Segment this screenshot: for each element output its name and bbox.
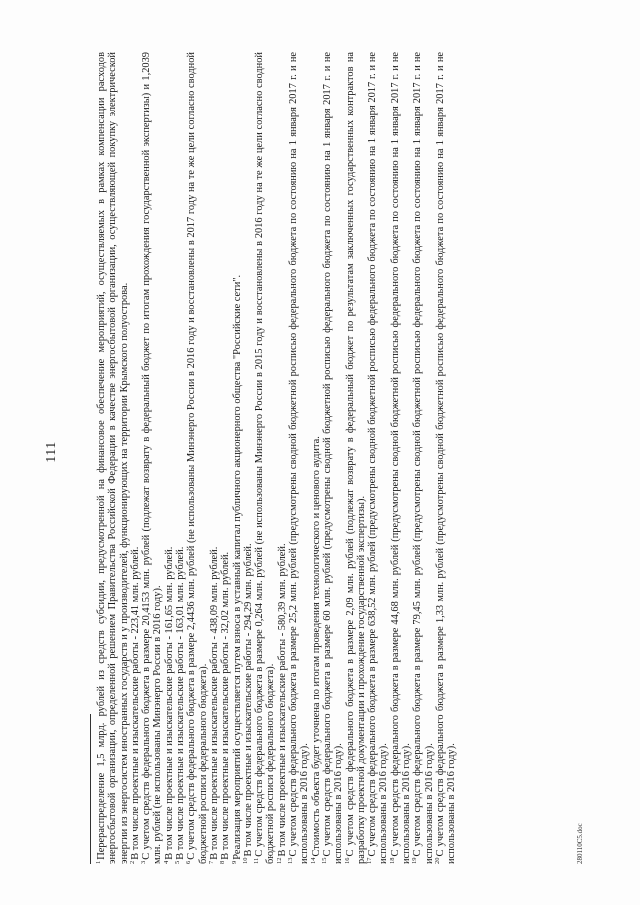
- footnote-text: Реализация мероприятий осуществляется путем взноса в уставный капитал публичного акционерного общества "Российские сети".: [231, 274, 243, 860]
- footnote-number: 2: [128, 860, 136, 864]
- footnote: [164, 52, 175, 864]
- footnote-text: В том числе проектные и изыскательские работы - 223,41 млн. рублей.: [129, 546, 141, 860]
- page-number: 111: [44, 441, 59, 463]
- footnote-text: В том числе проектные и изыскательские работы - 163,01 млн. рублей.: [175, 546, 187, 860]
- footnote-text: С учетом средств федерального бюджета в размере 20,4153 млн. рублей (подлежат возврату в федеральный бюджет по итогам прохождения государственной экспертизы) и 1,2039 млн. рублей (не использованы Минэнерго России в 2016 году).: [141, 52, 164, 864]
- footnote: [254, 52, 277, 864]
- footnote: [175, 52, 186, 864]
- footnote-number: 15: [320, 857, 328, 864]
- footnote: [288, 52, 311, 864]
- footnote-number: 1: [95, 860, 102, 864]
- footnote-text: В том числе проектные и изыскательские работы - 294,29 млн. рублей.: [242, 543, 254, 857]
- footnote-text: С учетом средств федерального бюджета в размере 79,45 млн. рублей (предусмотрены сводной бюджетной росписью федерального бюджета по состоянию на 1 января 2017 г. и не использованы в 2016 году).: [412, 52, 435, 864]
- footnote-number: 12: [275, 857, 283, 864]
- footnote-text: С учетом средств федерального бюджета в размере 60 млн. рублей (предусмотрены сводной бюджетной росписью федерального бюджета по состоянию на 1 января 2017 г. и не использованы в 2016 году).: [321, 52, 345, 864]
- footnote-number: 17: [366, 857, 374, 864]
- footnote-text: В том числе проектные и изыскательские работы - 438,09 млн. рублей.: [208, 546, 220, 860]
- footnote: [96, 52, 130, 864]
- footnote-text: В том числе проектные и изыскательские работы - 32,02 млн. рублей.: [220, 551, 232, 860]
- footnote-text: С учетом средств федерального бюджета в размере 2,09 млн. рублей (подлежат возврату в федеральный бюджет по результатам заключенных государственных контрактов на разработку проектной документации и прохождение государственной экспертизы).: [344, 52, 367, 864]
- footnote: [390, 52, 413, 864]
- footnote-number: 9: [230, 860, 238, 864]
- footnote: [435, 52, 458, 864]
- footnote: [186, 52, 209, 864]
- rotated-page-content: [40, 22, 600, 882]
- footnote-number: 13: [287, 857, 295, 864]
- footnote-number: 16: [343, 857, 351, 864]
- footnote-text: В том числе проектные и изыскательские работы - 580,39 млн. рублей.: [276, 543, 288, 857]
- footnote-text: С учетом средств федерального бюджета в размере 25,2 млн. рублей (предусмотрены сводной бюджетной росписью федерального бюджета по состоянию на 1 января 2017 г. и не использованы в 2016 году).: [288, 52, 311, 864]
- footnote-number: 11: [253, 857, 261, 864]
- footnote-text: Стоимость объекта будет уточнена по итогам проведения технологического и ценового аудита.: [310, 436, 322, 857]
- footnote-number: 18: [388, 857, 396, 864]
- footnote: [367, 52, 390, 864]
- footnote: [277, 52, 288, 864]
- footnote-number: 6: [185, 860, 193, 864]
- footnote: [322, 52, 345, 864]
- footnote-text: Перераспределение 1,5 млрд. рублей из средств субсидии, предусмотренной на финансовое обеспечение мероприятий, осуществляемых в рамках компенсации расходов энергосбытовой организации, определенной решением Правительства Российской Федерации в качестве энергосбытовой организации, осуществляющей покупку электрической энергии из энергосистем иностранных государств и у производителей, функционирующих на территории Крымского полуострова.: [96, 52, 130, 864]
- footnote-divider: [90, 714, 91, 864]
- footnote-text: С учетом средств федерального бюджета в размере 44,68 млн. рублей (предусмотрены сводной бюджетной росписью федерального бюджета по состоянию на 1 января 2017 г. и не использованы в 2016 году).: [389, 52, 413, 864]
- footnote-number: 20: [433, 857, 441, 864]
- footnote: [243, 52, 254, 864]
- footnote: [232, 52, 243, 864]
- footnote: [220, 52, 231, 864]
- footnote-number: 10: [241, 857, 249, 864]
- footnote-number: 8: [219, 860, 227, 864]
- footnote-text: С учетом средств федерального бюджета в размере 1,33 млн. рублей (предусмотрены сводной бюджетной росписью федерального бюджета по состоянию на 1 января 2017 г. и не использованы в 2016 году).: [434, 52, 458, 864]
- footnote-number: 7: [207, 860, 215, 864]
- footnote-number: 4: [162, 860, 170, 864]
- footnote: [130, 52, 141, 864]
- footnote-text: С учетом средств федерального бюджета в размере 0,264 млн. рублей (не использованы Минэнерго России в 2015 году и восстановлены в 2016 году на те же цели согласно сводной бюджетной росписи федерального бюджета).: [254, 52, 277, 864]
- footnote-number: 19: [411, 857, 419, 864]
- footnote-text: С учетом средств федерального бюджета в размере 2,4436 млн. рублей (не использованы Минэнерго России в 2016 году и восстановлены в 2017 году на те же цели согласно сводной бюджетной росписи федерального бюджета).: [186, 52, 209, 864]
- footnote: [412, 52, 435, 864]
- footnote: [209, 52, 220, 864]
- footnote: [311, 52, 322, 864]
- footnote: [141, 52, 164, 864]
- footnote: [345, 52, 368, 864]
- file-name: 280110C5.doc: [576, 823, 584, 864]
- footnote-text: С учетом средств федерального бюджета в размере 638,52 млн. рублей (предусмотрены сводной бюджетной росписью федерального бюджета по состоянию на 1 января 2017 г. и не использованы в 2016 году).: [367, 52, 390, 864]
- footnote-number: 3: [140, 860, 148, 864]
- footnote-number: 5: [174, 860, 182, 864]
- footnote-text: В том числе проектные и изыскательские работы - 161,65 млн. рублей.: [163, 546, 175, 860]
- footnote-number: 14: [309, 857, 317, 864]
- footnotes-list: [96, 52, 458, 864]
